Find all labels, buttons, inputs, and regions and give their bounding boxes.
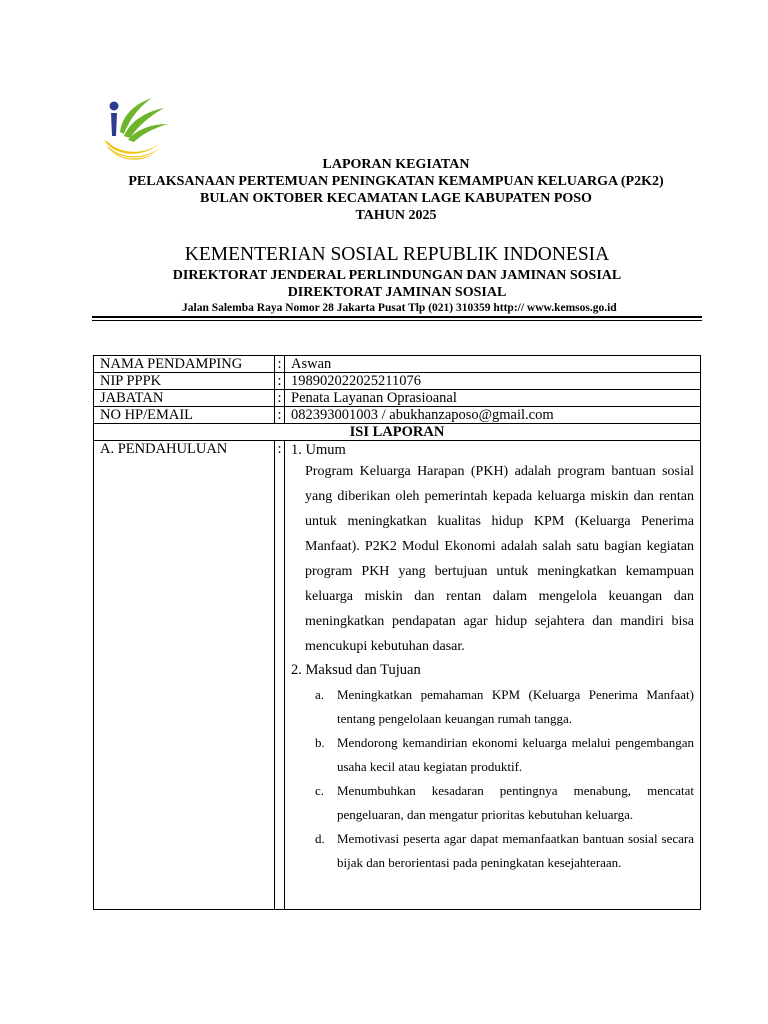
row-label: NIP PPPK [94, 373, 275, 390]
list-text: Meningkatkan pemahaman KPM (Keluarga Penerima Manfaat) tentang pengelolaan keuangan rumah tangga. [337, 687, 694, 726]
letterhead [82, 243, 712, 301]
list-item [291, 731, 694, 779]
umum-title: 1. Umum [291, 442, 346, 458]
row-separator: : [275, 373, 285, 390]
umum-paragraph: Program Keluarga Harapan (PKH) adalah program bantuan sosial yang diberikan oleh pemerintah kepada keluarga miskin dan rentan untuk meningkatkan kualitas hidup KPM (Keluarga Penerima Manfaat). P2K2 Modul Ekonomi adalah salah satu bagian kegiatan program PKH yang bertujuan untuk meningkatkan kemampuan keluarga miskin dan rentan dalam mengelola keuangan dan meningkatkan pendapatan agar hidup sejahtera dan mandiri bisa mencukupi kebutuhan dasar. [305, 464, 694, 654]
maksud-title: 2. Maksud dan Tujuan [291, 662, 421, 678]
report-title-line1: LAPORAN KEGIATAN [322, 157, 470, 172]
section-a-content [285, 441, 701, 910]
table-row [94, 407, 701, 424]
kemensos-logo [102, 96, 170, 162]
table-row [94, 424, 701, 441]
report-title-line3: BULAN OKTOBER KECAMATAN LAGE KABUPATEN POSO [200, 191, 592, 206]
row-value: Penata Layanan Oprasioanal [285, 390, 701, 407]
row-label: NAMA PENDAMPING [94, 356, 275, 373]
row-separator: : [275, 390, 285, 407]
list-marker: a. [315, 687, 325, 702]
letterhead-rule-thin [92, 320, 702, 321]
table-row [94, 441, 701, 910]
list-text: Mendorong kemandirian ekonomi keluarga melalui pengembangan usaha kecil atau kegiatan produktif. [337, 735, 694, 774]
section-a-separator: : [275, 441, 285, 910]
letterhead-rule-thick [92, 316, 702, 318]
table-row [94, 356, 701, 373]
ministry-name: KEMENTERIAN SOSIAL REPUBLIK INDONESIA [184, 244, 610, 265]
row-value: Aswan [285, 356, 701, 373]
table-row [94, 390, 701, 407]
row-separator: : [275, 356, 285, 373]
section-a-label: A. PENDAHULUAN [94, 441, 275, 910]
letterhead-address: Jalan Salemba Raya Nomor 28 Jakarta Pusat Tlp (021) 310359 http:// www.kemsos.go.id [182, 302, 617, 314]
directorate-general: DIREKTORAT JENDERAL PERLINDUNGAN DAN JAMINAN SOSIAL [172, 268, 622, 283]
list-item [291, 683, 694, 731]
report-table [93, 355, 701, 910]
list-marker: b. [315, 735, 325, 750]
section-header: ISI LAPORAN [94, 424, 701, 441]
report-title-line2: PELAKSANAAN PERTEMUAN PENINGKATAN KEMAMPUAN KELUARGA (P2K2) [128, 174, 664, 189]
directorate: DIREKTORAT JAMINAN SOSIAL [287, 285, 507, 300]
report-title [0, 156, 768, 224]
list-marker: d. [315, 831, 325, 846]
report-title-line4: TAHUN 2025 [355, 208, 437, 223]
row-value: 198902022025211076 [285, 373, 701, 390]
table-row [94, 373, 701, 390]
list-item [291, 779, 694, 827]
row-value: 082393001003 / abukhanzaposo@gmail.com [285, 407, 701, 424]
row-label: NO HP/EMAIL [94, 407, 275, 424]
row-label: JABATAN [94, 390, 275, 407]
list-item [291, 827, 694, 875]
list-text: Memotivasi peserta agar dapat memanfaatkan bantuan sosial secara bijak dan berorientasi pada peningkatan kesejahteraan. [337, 831, 694, 870]
row-separator: : [275, 407, 285, 424]
maksud-list [291, 683, 694, 875]
list-marker: c. [315, 783, 325, 798]
list-text: Menumbuhkan kesadaran pentingnya menabung, mencatat pengeluaran, dan mengatur prioritas kebutuhan keluarga. [337, 783, 694, 822]
